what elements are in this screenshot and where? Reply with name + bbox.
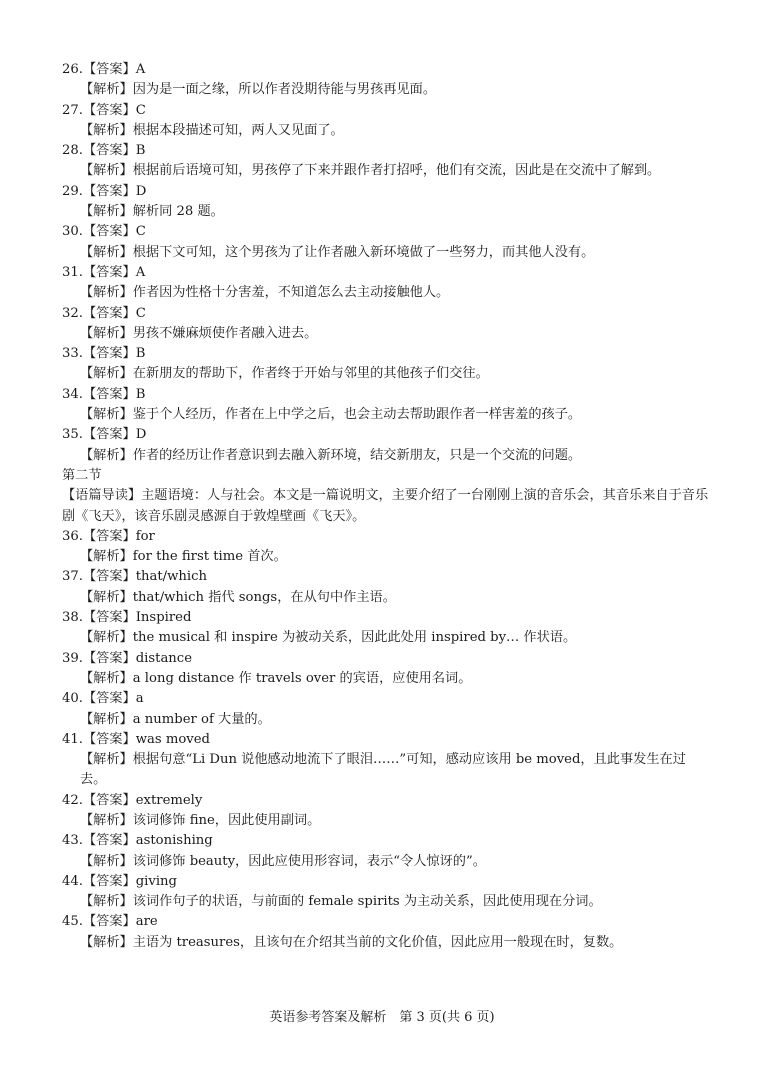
analysis-line: 【解析】a long distance 作 travels over 的宾语，应使用名词。 <box>80 670 472 686</box>
answer-line: 29.【答案】D <box>62 183 147 199</box>
analysis-line: 【解析】that/which 指代 songs，在从句中作主语。 <box>80 589 396 605</box>
answer-line: 31.【答案】A <box>62 264 146 280</box>
analysis-line: 【解析】for the first time 首次。 <box>80 549 287 565</box>
analysis-line: 【解析】根据本段描述可知，两人又见面了。 <box>80 122 344 138</box>
answer-line: 33.【答案】B <box>62 346 146 362</box>
reading-guide: 【语篇导读】主题语境：人与社会。本文是一篇说明文，主要介绍了一台刚刚上演的音乐会，其音乐来自于音乐剧《飞天》，该音乐剧灵感源自于敦煌壁画《飞天》。 <box>62 488 709 524</box>
analysis-line: 【解析】a number of 大量的。 <box>80 711 271 727</box>
section-title: 第二节 <box>62 467 102 483</box>
answer-line: 39.【答案】distance <box>62 650 192 666</box>
analysis-line: 【解析】在新朋友的帮助下，作者终于开始与邻里的其他孩子们交往。 <box>80 366 489 382</box>
answer-line: 32.【答案】C <box>62 305 146 321</box>
part-one-answers <box>62 60 712 466</box>
answer-line: 44.【答案】giving <box>62 873 177 889</box>
analysis-line: 【解析】该词修饰 fine，因此使用副词。 <box>80 812 321 828</box>
analysis-line: 【解析】因为是一面之缘，所以作者没期待能与男孩再见面。 <box>80 82 437 98</box>
answer-line: 41.【答案】was moved <box>62 731 210 747</box>
answer-line: 30.【答案】C <box>62 224 146 240</box>
answer-line: 43.【答案】astonishing <box>62 833 213 849</box>
answer-line: 38.【答案】Inspired <box>62 610 192 626</box>
analysis-line: 【解析】主语为 treasures，且该句在介绍其当前的文化价值，因此应用一般现在时，复数。 <box>80 934 623 950</box>
answer-content <box>62 60 712 953</box>
answer-line: 28.【答案】B <box>62 143 146 159</box>
answer-line: 26.【答案】A <box>62 62 146 77</box>
analysis-line: 【解析】根据句意“Li Dun 说他感动地流下了眼泪……”可知，感动应该用 be moved，且此事发生在过去。 <box>80 752 686 788</box>
answer-line: 45.【答案】are <box>62 914 158 930</box>
analysis-line: 【解析】该词修饰 beauty，因此应使用形容词，表示“令人惊讶的”。 <box>80 853 486 869</box>
answer-line: 27.【答案】C <box>62 102 146 118</box>
analysis-line: 【解析】男孩不嫌麻烦使作者融入进去。 <box>80 325 318 341</box>
analysis-line: 【解析】解析同 28 题。 <box>80 204 224 220</box>
analysis-line: 【解析】根据前后语境可知，男孩停了下来并跟作者打招呼，他们有交流，因此是在交流中了解到。 <box>80 163 661 179</box>
analysis-line: 【解析】根据下文可知，这个男孩为了让作者融入新环境做了一些努力，而其他人没有。 <box>80 244 595 260</box>
analysis-line: 【解析】the musical 和 inspire 为被动关系，因此此处用 inspired by… 作状语。 <box>80 630 577 646</box>
answer-line: 42.【答案】extremely <box>62 792 203 808</box>
analysis-line: 【解析】作者的经历让作者意识到去融入新环境，结交新朋友，只是一个交流的问题。 <box>80 447 582 463</box>
page-footer: 英语参考答案及解析 第 3 页(共 6 页) <box>269 1010 495 1025</box>
answer-line: 37.【答案】that/which <box>62 569 207 585</box>
analysis-line: 【解析】该词作句子的状语，与前面的 female spirits 为主动关系，因此使用现在分词。 <box>80 894 602 910</box>
analysis-line: 【解析】鉴于个人经历，作者在上中学之后，也会主动去帮助跟作者一样害羞的孩子。 <box>80 407 582 423</box>
analysis-line: 【解析】作者因为性格十分害羞，不知道怎么去主动接触他人。 <box>80 285 450 301</box>
answer-line: 34.【答案】B <box>62 386 146 402</box>
part-two-answers <box>62 527 712 953</box>
answer-line: 36.【答案】for <box>62 528 155 544</box>
answer-line: 35.【答案】D <box>62 427 147 443</box>
answer-line: 40.【答案】a <box>62 691 144 707</box>
